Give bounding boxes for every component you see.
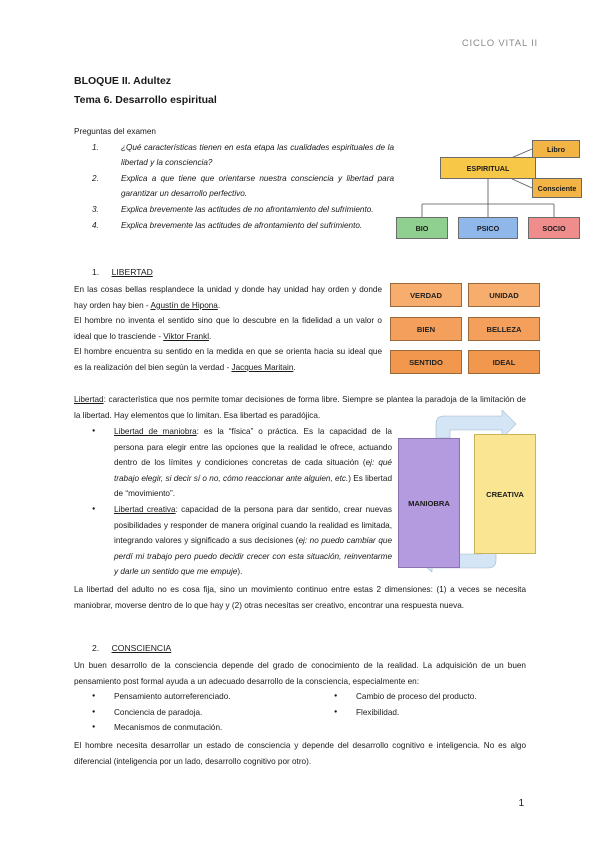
libertad-bullets (90, 424, 392, 580)
libro-box: Libro (532, 140, 580, 158)
values-grid (390, 283, 540, 379)
quote: En las cosas bellas resplandece la unidad y donde hay unidad hay orden y donde hay orden hay bien - Agustín de Hipona. (74, 285, 382, 310)
section-number: 2. (92, 643, 100, 653)
espiritual-box: ESPIRITUAL (440, 157, 536, 179)
libertad-quotes (74, 282, 382, 376)
list-item: ● Flexibilidad. (332, 705, 532, 721)
value-bien: BIEN (390, 317, 462, 341)
list-item: ● Mecanismos de conmutación. (90, 720, 330, 736)
quote: El hombre no inventa el sentido sino que lo descubre en la fidelidad a un valor o ideal que lo trasciende - Viktor Frankl. (74, 316, 382, 341)
exam-question: 1. ¿Qué características tienen en esta etapa las cualidades espirituales de la libertad y la consciencia? (92, 142, 394, 168)
exam-question: 2. Explica a que tiene que orientarse nuestra consciencia y libertad para garantizar un desarrollo perfectivo. (92, 173, 394, 199)
quote: El hombre encuentra su sentido en la medida en que se orienta hacia su ideal que es la realización del bien según la verdad - Jacques Maritain. (74, 347, 382, 372)
value-ideal: IDEAL (468, 350, 540, 374)
value-verdad: VERDAD (390, 283, 462, 307)
consciencia-intro: Un buen desarrollo de la consciencia depende del grado de conocimiento de la realidad. La adquisición de un buen pensamiento post formal ayuda a un adecuado desarrollo de la consciencia, especialmente en: (74, 661, 526, 686)
value-unidad: UNIDAD (468, 283, 540, 307)
running-header: CICLO VITAL II (461, 38, 538, 49)
value-sentido: SENTIDO (390, 350, 462, 374)
spiritual-diagram (392, 134, 582, 244)
value-belleza: BELLEZA (468, 317, 540, 341)
section-number: 1. (92, 267, 100, 277)
exam-question: 4. Explica brevemente las actitudes de afrontamiento del sufrimiento. (92, 220, 363, 230)
consciencia-closing: El hombre necesita desarrollar un estado de consciencia y depende del desarrollo cognitivo e inteligencia. No es algo diferencial (inteligencia por un lado, desarrollo cognitivo por otro). (74, 741, 526, 766)
consciencia-bullets-right (332, 689, 532, 720)
consciencia-bullets-left (90, 689, 330, 736)
section-consciencia-heading (92, 643, 171, 653)
quote-author: Agustín de Hipona (150, 300, 218, 310)
section-title: LIBERTAD (111, 267, 153, 277)
exam-question: 3. Explica brevemente las actitudes de no afrontamiento del sufrimiento. (92, 204, 374, 214)
bio-box: BIO (396, 217, 448, 239)
section-libertad-heading (92, 267, 153, 277)
quote-author: Jacques Maritain (231, 362, 294, 372)
cycle-diagram (396, 410, 538, 572)
section-title: CONSCIENCIA (111, 643, 172, 653)
exam-heading: Preguntas del examen (74, 127, 156, 136)
psico-box: PSICO (458, 217, 518, 239)
socio-box: SOCIO (528, 217, 580, 239)
list-item: ● Pensamiento autorreferenciado. (90, 689, 330, 705)
libertad-closing: La libertad del adulto no es cosa fija, sino un movimiento continuo entre estas 2 dimensiones: (1) a veces se necesita maniobrar, moverse dentro de lo que hay y (2) otras necesitas ser creativo, encontrar una respuesta nueva. (74, 585, 526, 610)
maniobra-box: MANIOBRA (398, 438, 460, 568)
page-number: 1 (518, 798, 524, 809)
libertad-definition: Libertad: característica que nos permite tomar decisiones de forma libre. Siempre se plantea la paradoja de la limitación de la libertad. Hay elementos que lo limitan. Esa libertad es paradójica. (74, 395, 526, 420)
list-item: ● Cambio de proceso del producto. (332, 689, 532, 705)
consciente-box: Consciente (532, 178, 582, 198)
list-item: ● Conciencia de paradoja. (90, 705, 330, 721)
creativa-box: CREATIVA (474, 434, 536, 554)
topic-title: Tema 6. Desarrollo espiritual (74, 94, 217, 106)
block-title: BLOQUE II. Adultez (74, 75, 172, 87)
bullet-creativa: ● Libertad creativa: capacidad de la persona para dar sentido, crear nuevas posibilidades y responder de manera original cuando la realidad es limitada, integrando valores y significado a sus decisiones (ej: no puedo cambiar que perdí mi trabajo pero puedo decidir crecer con esta situación, reinventarme y darle un sentido que me empuje). (90, 502, 392, 580)
exam-questions (74, 124, 394, 233)
quote-author: Viktor Frankl (163, 331, 210, 341)
bullet-maniobra: ● Libertad de maniobra: es la “física” o práctica. Es la capacidad de la persona para elegir entre las opciones que la realidad le ofrece, actuando dentro de los límites y condiciones concretas de cada situación (ej: qué trabajo elegir, si decir sí o no, cómo reaccionar ante alguien, etc.) Es libertad de “movimiento”. (90, 424, 392, 502)
